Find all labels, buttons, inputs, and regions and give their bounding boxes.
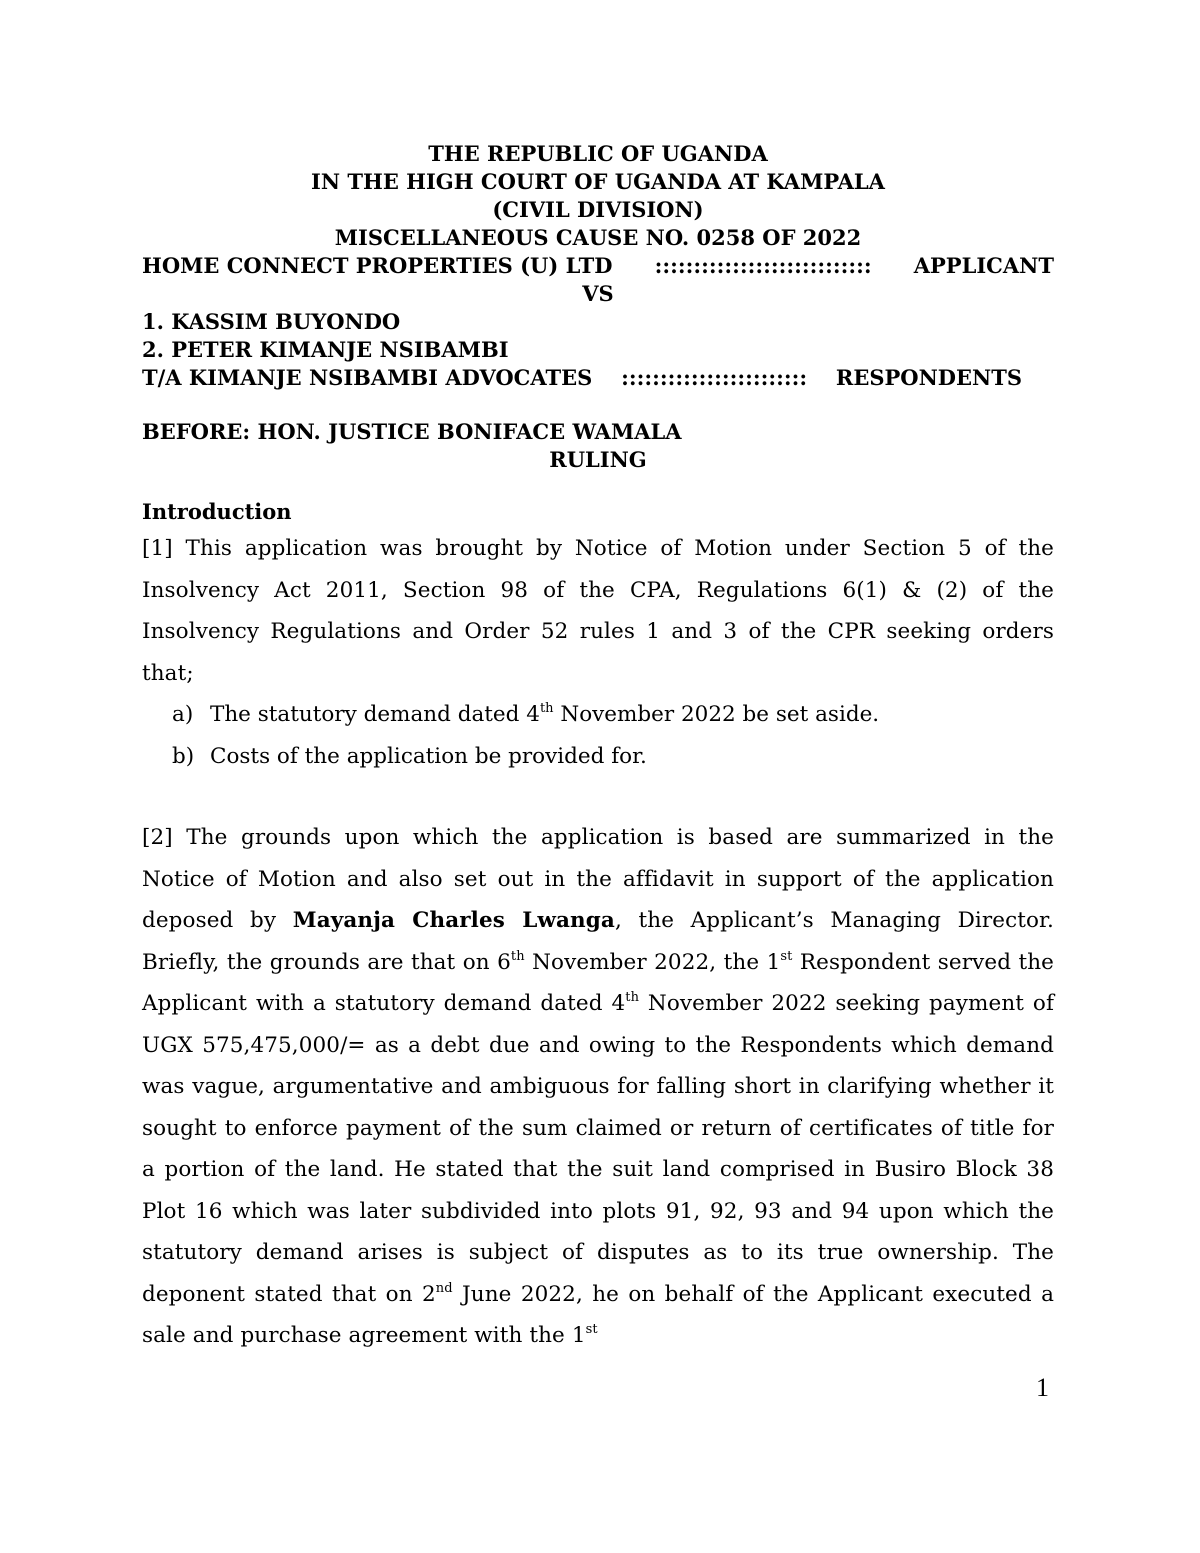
orders-list bbox=[142, 694, 1054, 777]
paragraph-2 bbox=[142, 817, 1054, 1357]
applicant-role: APPLICANT bbox=[913, 253, 1054, 278]
applicant-dots: :::::::::::::::::::::::::::: bbox=[654, 253, 872, 278]
applicant-line bbox=[142, 252, 1054, 280]
applicant-name: HOME CONNECT PROPERTIES (U) LTD bbox=[142, 253, 613, 278]
respondent-1: 1. KASSIM BUYONDO bbox=[142, 309, 401, 334]
cause-number: MISCELLANEOUS CAUSE NO. 0258 OF 2022 bbox=[334, 225, 862, 250]
page-number: 1 bbox=[1036, 1373, 1049, 1402]
republic-title: THE REPUBLIC OF UGANDA bbox=[428, 141, 768, 166]
before-judge: BEFORE: HON. JUSTICE BONIFACE WAMALA bbox=[142, 419, 682, 444]
respondent-role: RESPONDENTS bbox=[835, 365, 1022, 390]
deponent-name: Mayanja Charles Lwanga bbox=[292, 908, 615, 933]
respondent-firm-line bbox=[142, 364, 1022, 392]
respondent-2: 2. PETER KIMANJE NSIBAMBI bbox=[142, 337, 509, 362]
versus-label: VS bbox=[582, 281, 614, 306]
ruling-body bbox=[142, 140, 1054, 1357]
paragraph-2-text: [2] The grounds upon which the application is based are summarized in the Notice of Motion and also set out in the affidavit in support of the application deposed by Mayanja Charles Lwanga, the Applicant’s Managing Director. Briefly, the grounds are that on 6th November 2022, the 1st Respondent served the Applicant with a statutory demand dated 4th November 2022 seeking payment of UGX 575,475,000/= as a debt due and owing to the Respondents which demand was vague, argumentative and ambiguous for falling short in clarifying whether it sought to enforce payment of the sum claimed or return of certificates of title for a portion of the land. He stated that the suit land comprised in Busiro Block 38 Plot 16 which was later subdivided into plots 91, 92, 93 and 94 upon which the statutory demand arises is subject of disputes as to its true ownership. The deponent stated that on 2nd June 2022, he on behalf of the Applicant executed a sale and purchase agreement with the 1st bbox=[142, 825, 1055, 1348]
respondent-dots: :::::::::::::::::::::::: bbox=[621, 365, 808, 390]
order-item-b bbox=[142, 736, 1054, 778]
paragraph-1-text: [1] This application was brought by Notice of Motion under Section 5 of the Insolvency Act 2011, Section 98 of the CPA, Regulations 6(1) & (2) of the Insolvency Regulations and Order 52 rules 1 and 3 of the CPR seeking orders that; bbox=[142, 536, 1054, 686]
ruling-title: RULING bbox=[549, 447, 647, 472]
introduction-heading: Introduction bbox=[142, 499, 292, 524]
order-text: Costs of the application be provided for. bbox=[210, 743, 647, 769]
division-title: (CIVIL DIVISION) bbox=[492, 197, 704, 222]
paragraph-1 bbox=[142, 528, 1054, 694]
order-label: a) bbox=[172, 702, 194, 727]
order-label: b) bbox=[172, 743, 195, 769]
order-item-a bbox=[142, 694, 1054, 736]
respondent-firm: T/A KIMANJE NSIBAMBI ADVOCATES bbox=[142, 365, 593, 390]
court-title: IN THE HIGH COURT OF UGANDA AT KAMPALA bbox=[311, 169, 885, 194]
order-text: The statutory demand dated 4th November 2022 be set aside. bbox=[210, 701, 880, 727]
